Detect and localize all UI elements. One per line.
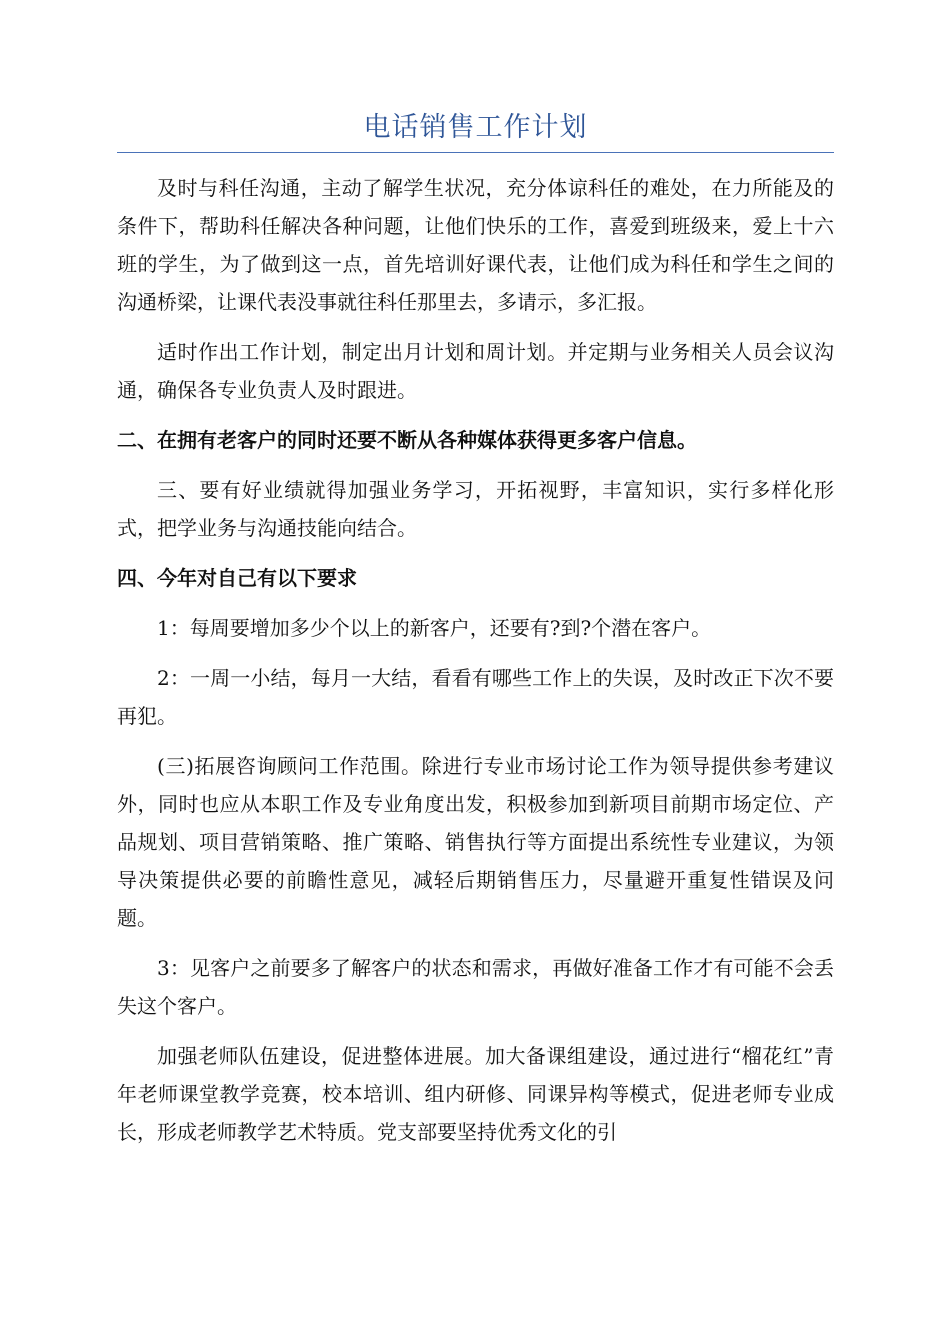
paragraph: 3：见客户之前要多了解客户的状态和需求，再做好准备工作才有可能不会丢失这个客户。 bbox=[117, 956, 834, 1018]
paragraph: 三、要有好业绩就得加强业务学习，开拓视野，丰富知识，实行多样化形式，把学业务与沟通技能向结合。 bbox=[117, 478, 834, 540]
paragraph: 1：每周要增加多少个以上的新客户，还要有?到?个潜在客户。 bbox=[157, 616, 712, 640]
section-heading: 二、在拥有老客户的同时还要不断从各种媒体获得更多客户信息。 bbox=[117, 428, 697, 452]
paragraph: 及时与科任沟通，主动了解学生状况，充分体谅科任的难处，在力所能及的条件下，帮助科任解决各种问题，让他们快乐的工作，喜爱到班级来，爱上十六班的学生，为了做到这一点，首先培训好课代表，让他们成为科任和学生之间的沟通桥梁，让课代表没事就往科任那里去，多请示，多汇报。 bbox=[117, 176, 834, 314]
document-body bbox=[117, 169, 834, 1151]
section-heading: 四、今年对自己有以下要求 bbox=[117, 566, 357, 590]
paragraph: 加强老师队伍建设，促进整体进展。加大备课组建设，通过进行“榴花红”青年老师课堂教学竞赛，校本培训、组内研修、同课异构等模式，促进老师专业成长，形成老师教学艺术特质。党支部要坚持优秀文化的引 bbox=[117, 1044, 834, 1144]
document-page bbox=[117, 108, 834, 1163]
paragraph: 2：一周一小结，每月一大结，看看有哪些工作上的失误，及时改正下次不要再犯。 bbox=[117, 666, 834, 728]
paragraph: 适时作出工作计划，制定出月计划和周计划。并定期与业务相关人员会议沟通，确保各专业负责人及时跟进。 bbox=[117, 340, 834, 402]
paragraph: (三)拓展咨询顾问工作范围。除进行专业市场讨论工作为领导提供参考建议外，同时也应从本职工作及专业角度出发，积极参加到新项目前期市场定位、产品规划、项目营销策略、推广策略、销售执行等方面提出系统性专业建议，为领导决策提供必要的前瞻性意见，减轻后期销售压力，尽量避开重复性错误及问题。 bbox=[117, 754, 834, 930]
document-title: 电话销售工作计划 bbox=[117, 108, 834, 153]
